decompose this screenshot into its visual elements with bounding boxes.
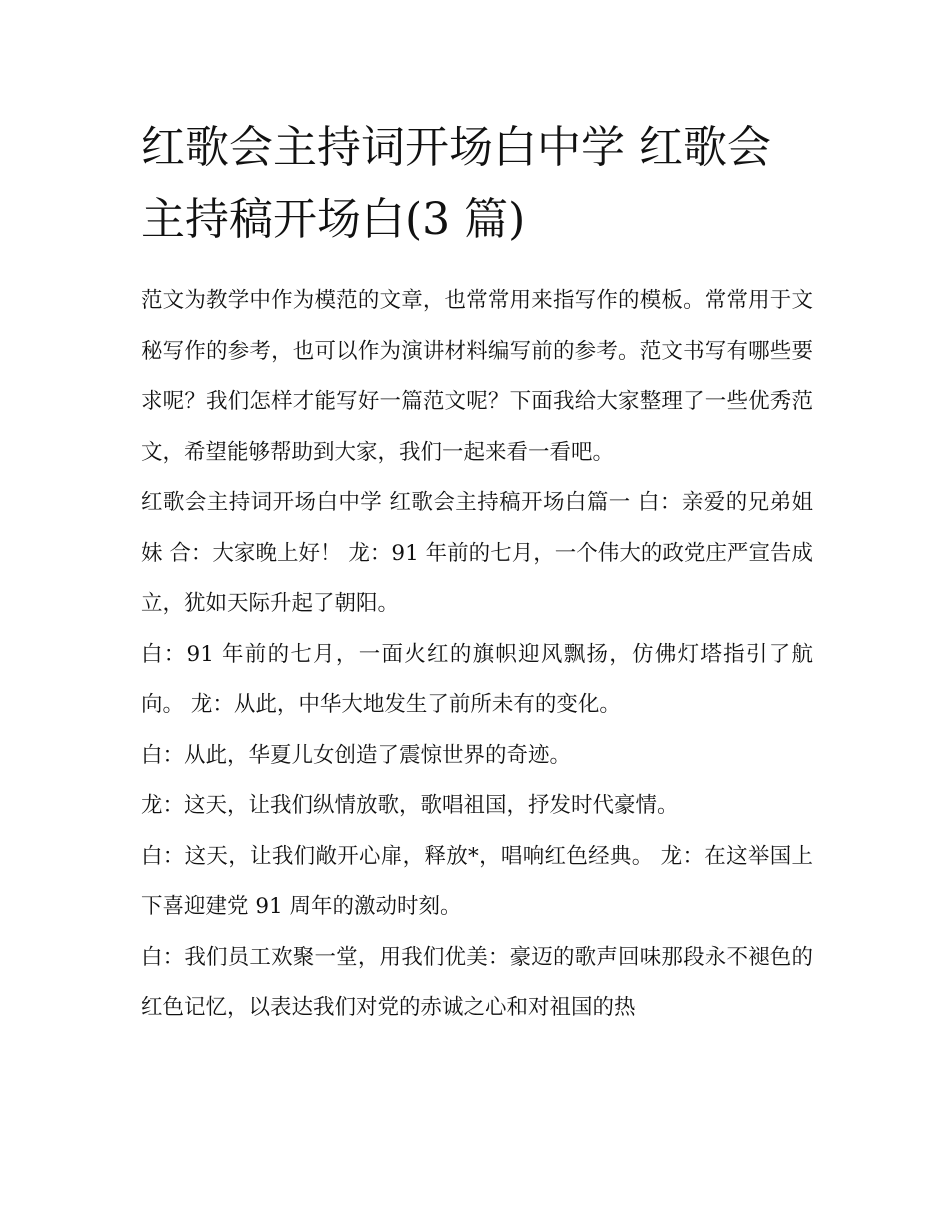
paragraph-bai-3: 白：这天，让我们敞开心扉，释放*，唱响红色经典。 龙：在这举国上下喜迎建党 91 周年的激动时刻。: [141, 843, 813, 919]
paragraph-bai-4: 白：我们员工欢聚一堂，用我们优美：豪迈的歌声回味那段永不褪色的红色记忆，以表达我们对党的赤诚之心和对祖国的热: [141, 944, 813, 1020]
document-page: [141, 112, 813, 1034]
document-title: 红歌会主持词开场白中学 红歌会主持稿开场白(3 篇): [141, 122, 771, 245]
document-body: [141, 276, 813, 1034]
paragraph-bai-1: 白：91 年前的七月，一面火红的旗帜迎风飘扬，仿佛灯塔指引了航向。 龙：从此，中华大地发生了前所未有的变化。: [141, 641, 813, 717]
paragraph-long-1: 龙：这天，让我们纵情放歌，歌唱祖国，抒发时代豪情。: [141, 793, 679, 818]
paragraph-opening: 红歌会主持词开场白中学 红歌会主持稿开场白篇一 白：亲爱的兄弟姐妹 合：大家晚上好！ 龙：91 年前的七月，一个伟大的政党庄严宣告成立，犹如天际升起了朝阳。: [141, 490, 813, 616]
paragraph-intro: 范文为教学中作为模范的文章，也常常用来指写作的模板。常常用于文秘写作的参考，也可以作为演讲材料编写前的参考。范文书写有哪些要求呢？我们怎样才能写好一篇范文呢？下面我给大家整理了一些优秀范文，希望能够帮助到大家，我们一起来看一看吧。: [141, 288, 813, 465]
paragraph-bai-2: 白：从此，华夏儿女创造了震惊世界的奇迹。: [141, 742, 572, 768]
